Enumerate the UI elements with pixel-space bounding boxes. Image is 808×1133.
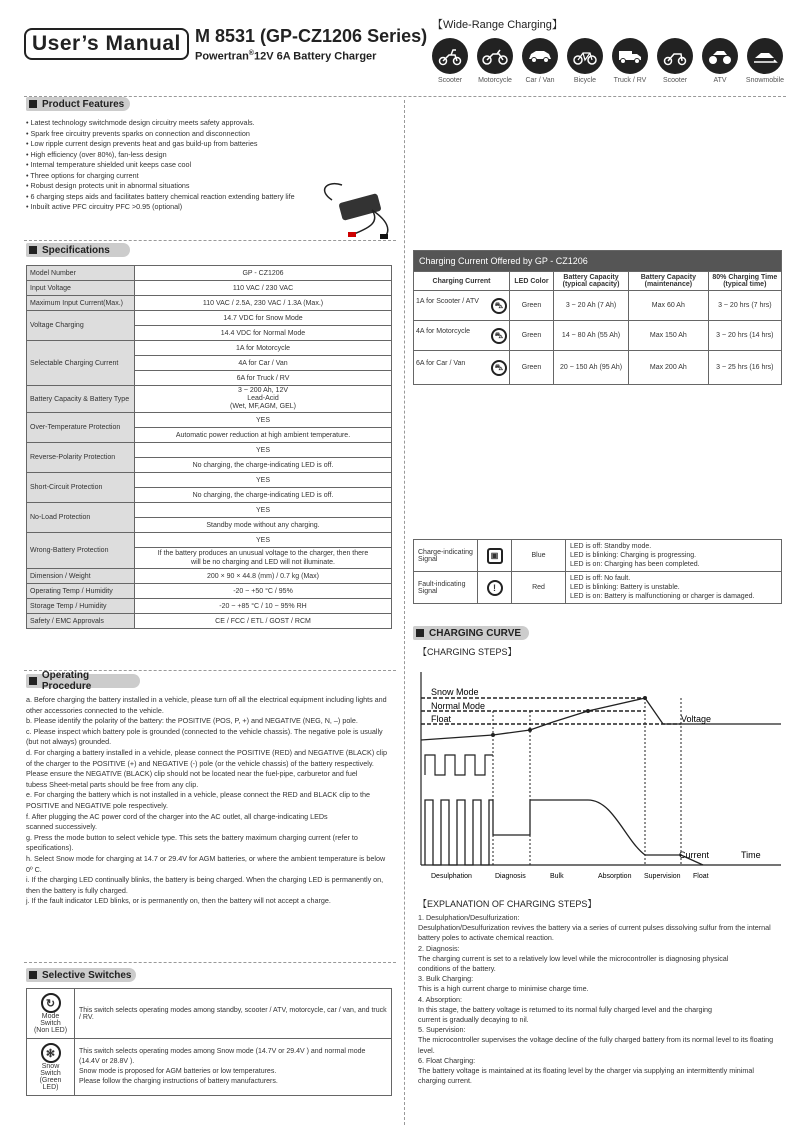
motorcycle-icon (477, 38, 513, 74)
time-label: Time (741, 850, 761, 860)
model-title: M 8531 (GP-CZ1206 Series) (195, 26, 428, 46)
features-list: • Latest technology switchmode design circuitry meets safety approvals. • Spark free circuitry prevents sparks on connection and disconnection • Low ripple current design prevents heat and gas build-up from batteries • High efficiency (over 80%), fan-less design • Internal temperature shielded unit keeps case cool • Three options for charging current • Robust design protects unit in abnormal situations • 6 charging steps aids and facilitates battery chemical reaction extending battery life • Inbuilt active PFC circuitry PFC >0.95 (optional) (26, 118, 295, 211)
page-title: User’s Manual (24, 28, 189, 60)
normal-mode-label: Normal Mode (431, 701, 486, 711)
atv-icon (702, 38, 738, 74)
vehicle-label: ATV (713, 77, 727, 84)
specs-heading: Specifications (26, 243, 130, 257)
column-divider (404, 100, 405, 1125)
vehicle-label: Scooter (437, 77, 463, 84)
charging-current-table: Charging Current Offered by GP - CZ1206 Charging Current LED Color Battery Capacity (typical capacity) Battery Capacity (maintenance) 80% Charging Time (typical time) 1A for Scooter / ATV ⛍ Green 3 ~ 20 Ah (7 Ah) Max 60 Ah 3 ~ 20 hrs (7 hrs) 4A for Motorcycle ⛍ Green 14 ~ 80 Ah (55 Ah) Max 150 Ah 3 ~ 20 hrs (14 hrs) 6A for Car / Van ⛍ Green 20 ~ 150 Ah (95 Ah) Max 200 Ah 3 ~ 25 hrs (16 hrs) (413, 250, 782, 385)
section-divider (24, 962, 396, 963)
phase-label: Desulphation (431, 873, 472, 880)
explanation-title: 【EXPLANATION OF CHARGING STEPS】 (418, 899, 597, 909)
phase-label: Float (693, 873, 709, 880)
snow-mode-label: Snow Mode (431, 687, 479, 697)
phase-label: Bulk (550, 873, 564, 880)
phase-label: Diagnosis (495, 873, 526, 880)
vehicle-label: Truck / RV (613, 77, 647, 84)
bicycle-icon (567, 38, 603, 74)
float-label: Float (431, 714, 452, 724)
motorcycle-icon: ⛍ (491, 328, 507, 344)
car-icon (522, 38, 558, 74)
vehicle-label: Car / Van (525, 77, 555, 84)
vehicle-label: Scooter (662, 77, 688, 84)
charging-steps-title: 【CHARGING STEPS】 (418, 647, 517, 657)
curve-heading: CHARGING CURVE (413, 626, 529, 640)
wide-range-title: 【Wide-Range Charging】 (432, 19, 563, 31)
scooter-icon-2 (657, 38, 693, 74)
explanation-text: 1. Desulphation/Desulfurization: Desulphation/Desulfurization revives the battery via a series of current pulses dissolving sulfur from the internal battery poles to activate chemical reaction. 2. Diagnosis: The charging current is set to a relatively low level while the microcontroller is diagnosing physical conditions of the battery. 3. Bulk Charging: This is a high current charge to minimise charge time. 4. Absorption: In this stage, the battery voltage is returned to its normal fully charged level and the charging current is gradually decaying to nil. 5. Supervision: The microcontroller supervises the voltage decline of the fully charged battery from its normal level to its floating level. 6. Float Charging: The battery voltage is maintained at its floating level by the charger via supplying an intermittently minimal charging current. (418, 913, 774, 1086)
voltage-label: Voltage (681, 714, 712, 724)
phase-label: Supervision (644, 873, 681, 880)
scooter-icon: ⛍ (491, 298, 507, 314)
product-subtitle: Powertran®12V 6A Battery Charger (195, 50, 377, 63)
section-divider (24, 240, 396, 241)
vehicle-label: Bicycle (573, 77, 597, 84)
switches-heading: Selective Switches (26, 968, 136, 982)
switch-table: ↻ Mode Switch (Non LED) This switch selects operating modes among standby, scooter / ATV, motorcycle, car / van, and truck / RV. ✻ Snow Switch (Green LED) This switch selects operating modes among Snow mode (14.7V or 29.4V ) and normal mode (14.4V or 28.8V ). Snow mode is proposed for AGM batteries or low temperatures. Please follow the charging instructions of battery manufacturers. (26, 988, 392, 1096)
led-signal-table: Charge-indicating Signal ▣ Blue LED is off: Standby mode. LED is blinking: Charging is progressing. LED is on: Charging has been completed. Fault-indicating Signal ! Red LED is off: No fault. LED is blinking: Battery is unstable. LED is on: Battery is malfunctioning or charger is damaged. (413, 539, 782, 604)
scooter-icon (432, 38, 468, 74)
vehicle-label: Motorcycle (478, 77, 512, 84)
battery-icon: ▣ (487, 548, 503, 564)
car-icon: ⛍ (491, 360, 507, 376)
mode-switch-icon: ↻ (41, 993, 61, 1013)
features-heading: Product Features (26, 97, 130, 111)
warning-icon: ! (487, 580, 503, 596)
vehicle-label: Snowmobile (745, 77, 785, 84)
current-label: Current (679, 850, 710, 860)
procedure-heading: Operating Procedure (26, 674, 140, 688)
phase-label: Absorption (598, 873, 632, 880)
charger-image (312, 180, 402, 245)
charging-curve-chart (413, 660, 785, 885)
snowmobile-icon (747, 38, 783, 74)
truck-icon (612, 38, 648, 74)
procedure-list: a. Before charging the battery installed in a vehicle, please turn off all the electrical equipment including lights and other accessories connected to the vehicle. b. Please identify the polarity of the battery: the POSITIVE (POS, P, +) and NEGATIVE (NEG, N, –) pole. c. Please inspect which battery pole is grounded (connected to the vehicle chassis). The negative pole is usually (but not always) grounded. d. For charging a battery installed in a vehicle, please connect the POSITIVE (RED) and NEGATIVE (BLACK) clip of the charger to the POSITIVE (+) and NEGATIVE (-) pole (or the vehicle chassis) of the battery respectively. Please ensure the NEGATIVE (BLACK) clip should not be located near the fuel-pipe, carburetor and fuel tubess Sheet-metal parts should be free from any clip. e. For charging the battery which is not installed in a vehicle, please connect the RED and BLACK clip to the POSITIVE and NEGATIVE pole respectively. f. After plugging the AC power cord of the charger into the AC outlet, all charge-indicating LEDs scanned successively. g. Press the mode button to select vehicle type. This sets the battery maximum charging current (refer to specifications). h. Select Snow mode for charging at 14.7 or 29.4V for AGM batteries, or where the ambient temperature is below 0º C. i. If the charging LED continually blinks, the battery is being charged. When the charging LED is permanently on, then the battery is fully charged. j. If the fault indicator LED blinks, or is permanently on, then the battery will not accept a charge. (26, 695, 387, 906)
snowflake-icon: ✻ (41, 1043, 61, 1063)
spec-table: Model Number GP - CZ1206 Input Voltage 110 VAC / 230 VAC Maximum Input Current(Max.) 110 VAC / 2.5A, 230 VAC / 1.3A (Max.) Voltage Charging 14.7 VDC for Snow Mode 14.4 VDC for Normal Mode Selectable Charging Current 1A for Motorcycle 4A for Car / Van 6A for Truck / RV Battery Capacity & Battery Type 3 ~ 200 Ah, 12V Lead-Acid (Wet, MF,AGM, GEL) Over-Temperature Protection YES Automatic power reduction at high ambient temperature. Reverse-Polarity Protection YES No charging, the charge-indicating LED is off. Short-Circuit Protection YES No charging, the charge-indicating LED is off. No-Load Protection YES Standby mode without any charging. Wrong-Battery Protection YES If the battery produces an unusual voltage to the charger, then there will be no charging and LED will not illuminate. Dimension / Weight 200 × 90 × 44.8 (mm) / 0.7 kg (Max) Operating Temp / Humidity -20 ~ +50 °C / 95% Storage Temp / Humidity -20 ~ +85 °C / 10 ~ 95% RH Safety / EMC Approvals CE / FCC / ETL / GOST / RCM (26, 265, 392, 629)
header-divider (24, 96, 786, 97)
